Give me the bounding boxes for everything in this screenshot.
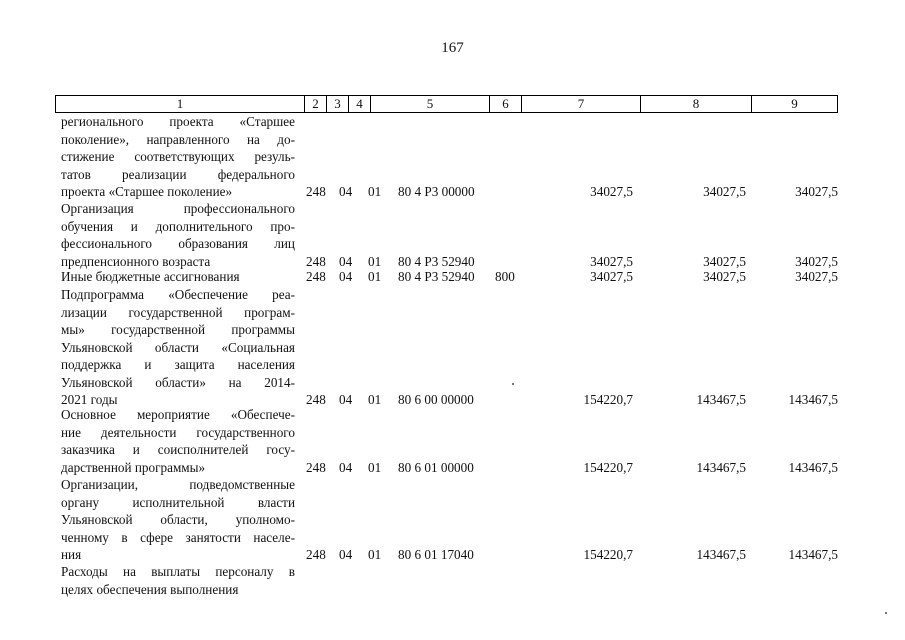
description-line: проекта «Старшее поколение» bbox=[61, 184, 233, 199]
header-col-9: 9 bbox=[791, 96, 798, 111]
cell-c2: 248 bbox=[306, 392, 326, 407]
description-line: стижение соответствующих резуль- bbox=[61, 149, 295, 164]
header-col-6: 6 bbox=[490, 96, 522, 112]
cell-c7: 34027,5 bbox=[590, 253, 633, 269]
description-line: мы» государственной программы bbox=[61, 322, 295, 337]
header-col-1: 1 bbox=[56, 96, 305, 112]
cell-c3: 04 bbox=[339, 253, 353, 269]
cell-c7: 154220,7 bbox=[583, 392, 633, 407]
cell-c2: 248 bbox=[306, 547, 326, 562]
cell-c4: 01 bbox=[368, 184, 382, 199]
cell-c4: 01 bbox=[368, 253, 382, 269]
cell-c7: 154220,7 bbox=[583, 459, 633, 475]
description-line: органу исполнительной власти bbox=[61, 494, 295, 510]
cell-c2: 248 bbox=[306, 269, 326, 284]
cell-c8: 34027,5 bbox=[703, 269, 746, 284]
cell-c5: 80 4 P3 52940 bbox=[398, 253, 475, 269]
row-description bbox=[61, 563, 295, 598]
description-line: татов реализации федерального bbox=[61, 166, 295, 182]
description-line: Организация профессионального bbox=[61, 201, 295, 216]
description-line: поколение», направленного на до- bbox=[61, 131, 295, 147]
cell-c3: 04 bbox=[339, 459, 353, 475]
cell-c7: 154220,7 bbox=[583, 547, 633, 562]
description-line: Расходы на выплаты персоналу в bbox=[61, 564, 295, 579]
description-line: заказчика и соисполнителей госу- bbox=[61, 442, 295, 457]
cell-c8: 143467,5 bbox=[696, 392, 746, 407]
cell-c3: 04 bbox=[339, 392, 353, 407]
description-line: ния bbox=[61, 547, 82, 562]
description-line: ченному в сфере занятости населе- bbox=[61, 529, 295, 545]
header-col-7: 7 bbox=[522, 96, 641, 112]
cell-c3: 04 bbox=[339, 269, 353, 284]
cell-c9: 143467,5 bbox=[788, 392, 838, 407]
cell-c4: 01 bbox=[368, 547, 382, 562]
cell-c2: 248 bbox=[306, 253, 326, 269]
description-line: 2021 годы bbox=[61, 392, 118, 407]
description-line: предпенсионного возраста bbox=[61, 253, 211, 269]
description-line: регионального проекта «Старшее bbox=[61, 114, 295, 129]
header-col-4: 4 bbox=[349, 96, 371, 112]
cell-c8: 143467,5 bbox=[696, 547, 746, 562]
cell-c2: 248 bbox=[306, 184, 326, 199]
cell-c5: 80 4 P3 00000 bbox=[398, 184, 475, 199]
description-line: целях обеспечения выполнения bbox=[61, 581, 239, 597]
description-line: Основное мероприятие «Обеспече- bbox=[61, 407, 295, 422]
description-line: Ульяновской области» на 2014- bbox=[61, 374, 295, 390]
cell-c9: 143467,5 bbox=[788, 547, 838, 562]
header-col-2: 2 bbox=[305, 96, 327, 112]
cell-c3: 04 bbox=[339, 547, 353, 562]
scan-speck bbox=[885, 612, 887, 614]
page-number: 167 bbox=[441, 40, 464, 56]
description-line: лизации государственной програм- bbox=[61, 304, 295, 320]
cell-c4: 01 bbox=[368, 392, 382, 407]
description-line: ние деятельности государственного bbox=[61, 424, 295, 440]
row-description bbox=[61, 286, 295, 409]
header-col-3: 3 bbox=[327, 96, 349, 112]
cell-c7: 34027,5 bbox=[590, 184, 633, 199]
description-line: Организации, подведомственные bbox=[61, 477, 295, 492]
description-line: дарственной программы» bbox=[61, 459, 206, 475]
cell-c6: 800 bbox=[495, 269, 515, 284]
cell-c2: 248 bbox=[306, 459, 326, 475]
cell-c8: 143467,5 bbox=[696, 459, 746, 475]
description-line: Иные бюджетные ассигнования bbox=[61, 269, 240, 284]
description-line: поддержка и защита населения bbox=[61, 357, 295, 372]
row-description bbox=[61, 268, 295, 286]
description-line: Ульяновской области, уполномо- bbox=[61, 512, 295, 527]
cell-c5: 80 6 01 00000 bbox=[398, 459, 474, 475]
description-line: Ульяновской области «Социальная bbox=[61, 339, 295, 355]
row-description bbox=[61, 200, 295, 270]
cell-c9: 34027,5 bbox=[795, 269, 838, 284]
header-col-8: 8 bbox=[641, 96, 752, 112]
cell-c4: 01 bbox=[368, 459, 382, 475]
row-description bbox=[61, 113, 295, 201]
description-line: Подпрограмма «Обеспечение реа- bbox=[61, 287, 295, 302]
cell-c9: 34027,5 bbox=[795, 184, 838, 199]
cell-c8: 34027,5 bbox=[703, 184, 746, 199]
scan-speck bbox=[512, 383, 514, 385]
cell-c9: 143467,5 bbox=[788, 459, 838, 475]
row-description bbox=[61, 406, 295, 476]
cell-c5: 80 6 00 00000 bbox=[398, 392, 474, 407]
header-col-5: 5 bbox=[371, 96, 490, 112]
row-description bbox=[61, 476, 295, 564]
description-line: обучения и дополнительного про- bbox=[61, 218, 295, 234]
cell-c5: 80 4 P3 52940 bbox=[398, 269, 475, 284]
cell-c7: 34027,5 bbox=[590, 269, 633, 284]
cell-c4: 01 bbox=[368, 269, 382, 284]
cell-c8: 34027,5 bbox=[703, 253, 746, 269]
cell-c3: 04 bbox=[339, 184, 353, 199]
cell-c5: 80 6 01 17040 bbox=[398, 547, 474, 562]
table-header bbox=[55, 95, 838, 113]
cell-c9: 34027,5 bbox=[795, 253, 838, 269]
description-line: фессионального образования лиц bbox=[61, 236, 295, 251]
